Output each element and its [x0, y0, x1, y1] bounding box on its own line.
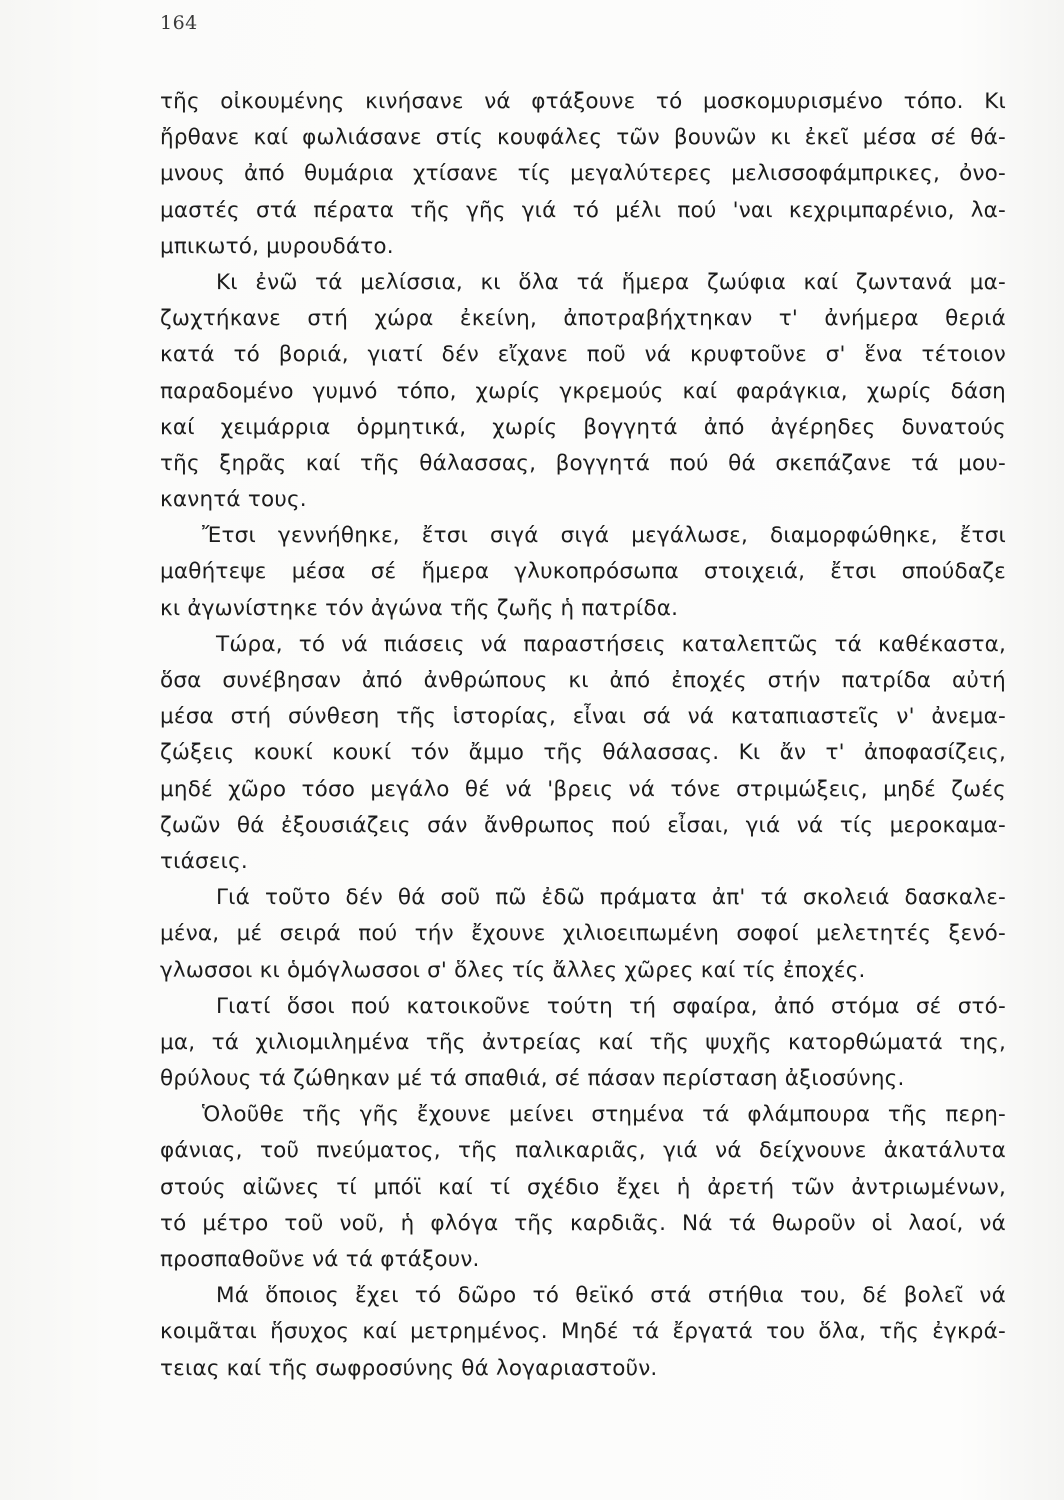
text-line: τῆς ξηρᾶς καί τῆς θάλασσας, βογγητά πού θά σκεπάζανε τά μου-: [160, 450, 1006, 476]
text-line: ζώξεις κουκί κουκί τόν ἄμμο τῆς θάλασσας. Κι ἄν τ' ἀποφασίζεις,: [160, 740, 1006, 766]
text-line: τῆς οἰκουμένης κινήσανε νά φτάξουνε τό μοσκομυρισμένο τόπο. Κι: [160, 89, 1006, 114]
text-line: καί χειμάρρια ὁρμητικά, χωρίς βογγητά ἀπό ἀγέρηδες δυνατούς: [160, 414, 1006, 440]
text-line: κανητά τους.: [160, 487, 307, 513]
text-line: μπικωτό, μυρουδάτο.: [160, 233, 394, 259]
text-line: στούς αἰῶνες τί μπόϊ καί τί σχέδιο ἔχει ἡ ἀρετή τῶν ἀντριωμένων,: [160, 1174, 1006, 1200]
text-line: μέσα στή σύνθεση τῆς ἱστορίας, εἶναι σά νά καταπιαστεῖς ν' ἀνεμα-: [160, 704, 1006, 730]
text-line: μα, τά χιλιομιλημένα τῆς ἀντρείας καί τῆς ψυχῆς κατορθώματά της,: [160, 1029, 1006, 1055]
text-line: τειας καί τῆς σωφροσύνης θά λογαριαστοῦν.: [160, 1355, 658, 1381]
text-line: παραδομένο γυμνό τόπο, χωρίς γκρεμούς καί φαράγκια, χωρίς δάση: [160, 378, 1006, 404]
text-line: μαστές στά πέρατα τῆς γῆς γιά τό μέλι πού 'ναι κεχριμπαρένιο, λα-: [160, 197, 1006, 223]
text-line: Ἔτσι γεννήθηκε, ἔτσι σιγά σιγά μεγάλωσε, διαμορφώθηκε, ἔτσι: [202, 523, 1006, 549]
text-line: κατά τό βοριά, γιατί δέν εἴχανε ποῦ νά κρυφτοῦνε σ' ἕνα τέτοιον: [160, 342, 1006, 368]
text-line: ζωῶν θά ἐξουσιάζεις σάν ἄνθρωπος πού εἶσαι, γιά νά τίς μεροκαμα-: [160, 812, 1006, 838]
text-line: κοιμᾶται ἥσυχος καί μετρημένος. Μηδέ τά ἔργατά του ὅλα, τῆς ἐγκρά-: [160, 1319, 1006, 1345]
text-body: [160, 84, 1006, 1387]
text-line: Γιατί ὅσοι πού κατοικοῦνε τούτη τή σφαίρα, ἀπό στόμα σέ στό-: [216, 993, 1006, 1019]
text-line: μνους ἀπό θυμάρια χτίσανε τίς μεγαλύτερες μελισσοφάμπρικες, ὀνο-: [160, 161, 1006, 187]
text-line: προσπαθοῦνε νά τά φτάξουν.: [160, 1247, 480, 1272]
text-line: κι ἀγωνίστηκε τόν ἀγώνα τῆς ζωῆς ἡ πατρίδα.: [160, 595, 679, 621]
text-line: μηδέ χῶρο τόσο μεγάλο θέ νά 'βρεις νά τόνε στριμώξεις, μηδέ ζωές: [160, 776, 1006, 802]
text-line: ὅσα συνέβησαν ἀπό ἀνθρώπους κι ἀπό ἐποχές στήν πατρίδα αὐτή: [160, 668, 1006, 693]
text-line: γλωσσοι κι ὁμόγλωσσοι σ' ὅλες τίς ἄλλες χῶρες καί τίς ἐποχές.: [160, 957, 866, 983]
text-line: Κι ἐνῶ τά μελίσσια, κι ὅλα τά ἥμερα ζωύφια καί ζωντανά μα-: [216, 269, 1006, 295]
text-line: τιάσεις.: [160, 848, 248, 874]
text-line: μένα, μέ σειρά πού τήν ἔχουνε χιλιοειπωμένη σοφοί μελετητές ξενό-: [160, 921, 1006, 947]
page-number: 164: [160, 12, 198, 34]
text-line: Μά ὅποιος ἔχει τό δῶρο τό θεϊκό στά στήθια του, δέ βολεῖ νά: [216, 1283, 1006, 1309]
text-line: ζωχτήκανε στή χώρα ἐκείνη, ἀποτραβήχτηκαν τ' ἀνήμερα θεριά: [160, 306, 1006, 332]
text-line: Τώρα, τό νά πιάσεις νά παραστήσεις καταλεπτῶς τά καθέκαστα,: [216, 631, 1006, 657]
text-line: μαθήτεψε μέσα σέ ἥμερα γλυκοπρόσωπα στοιχειά, ἔτσι σπούδαζε: [160, 559, 1006, 585]
text-line: Γιά τοῦτο δέν θά σοῦ πῶ ἐδῶ πράματα ἀπ' τά σκολειά δασκαλε-: [216, 885, 1006, 911]
text-line: ἤρθανε καί φωλιάσανε στίς κουφάλες τῶν βουνῶν κι ἐκεῖ μέσα σέ θά-: [160, 125, 1006, 151]
text-line: Ὁλοῦθε τῆς γῆς ἔχουνε μείνει στημένα τά φλάμπουρα τῆς περη-: [202, 1102, 1006, 1128]
text-line: φάνιας, τοῦ πνεύματος, τῆς παλικαριᾶς, γιά νά δείχνουνε ἀκατάλυτα: [160, 1138, 1006, 1164]
text-line: τό μέτρο τοῦ νοῦ, ἡ φλόγα τῆς καρδιᾶς. Νά τά θωροῦν οἱ λαοί, νά: [160, 1210, 1006, 1236]
text-line: θρύλους τά ζώθηκαν μέ τά σπαθιά, σέ πάσαν περίσταση ἀξιοσύνης.: [160, 1066, 905, 1092]
